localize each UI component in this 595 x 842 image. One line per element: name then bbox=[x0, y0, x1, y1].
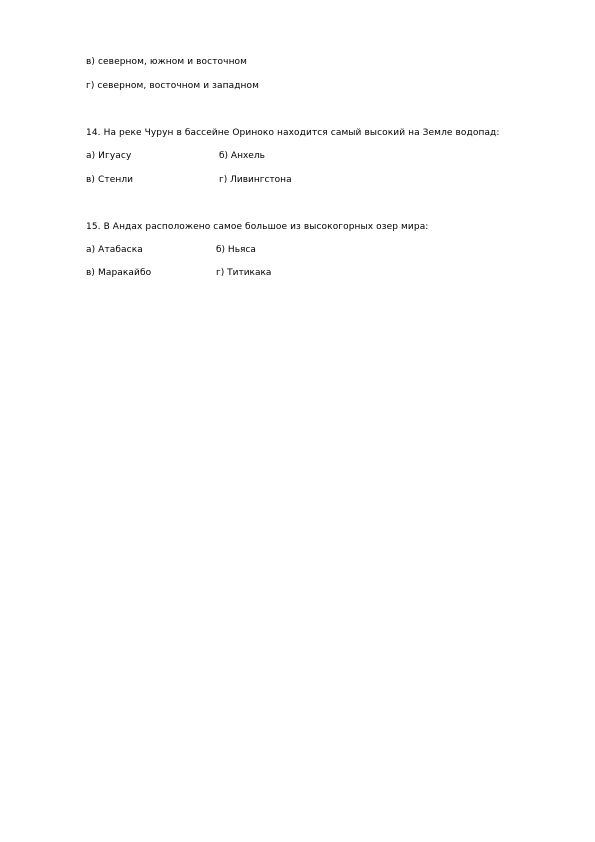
q15-option-a: а) Атабаска bbox=[86, 245, 143, 255]
q14-option-v: в) Стенли bbox=[86, 175, 134, 185]
q14-option-a: а) Игуасу bbox=[86, 151, 132, 161]
q15-option-v: в) Маракайбо bbox=[86, 268, 152, 278]
q15-question: 15. В Андах расположено самое большое из высокогорных озер мира: bbox=[86, 222, 429, 232]
q13-option-v: в) северном, южном и восточном bbox=[86, 57, 248, 67]
q14-question: 14. На реке Чурун в бассейне Ориноко находится самый высокий на Земле водопад: bbox=[86, 128, 500, 138]
q14-option-b: б) Анхель bbox=[219, 151, 265, 161]
q15-option-g: г) Титикака bbox=[216, 268, 272, 278]
q14-option-g: г) Ливингстона bbox=[219, 175, 292, 185]
q15-option-b: б) Ньяса bbox=[216, 245, 256, 255]
q13-option-g: г) северном, восточном и западном bbox=[86, 81, 260, 91]
